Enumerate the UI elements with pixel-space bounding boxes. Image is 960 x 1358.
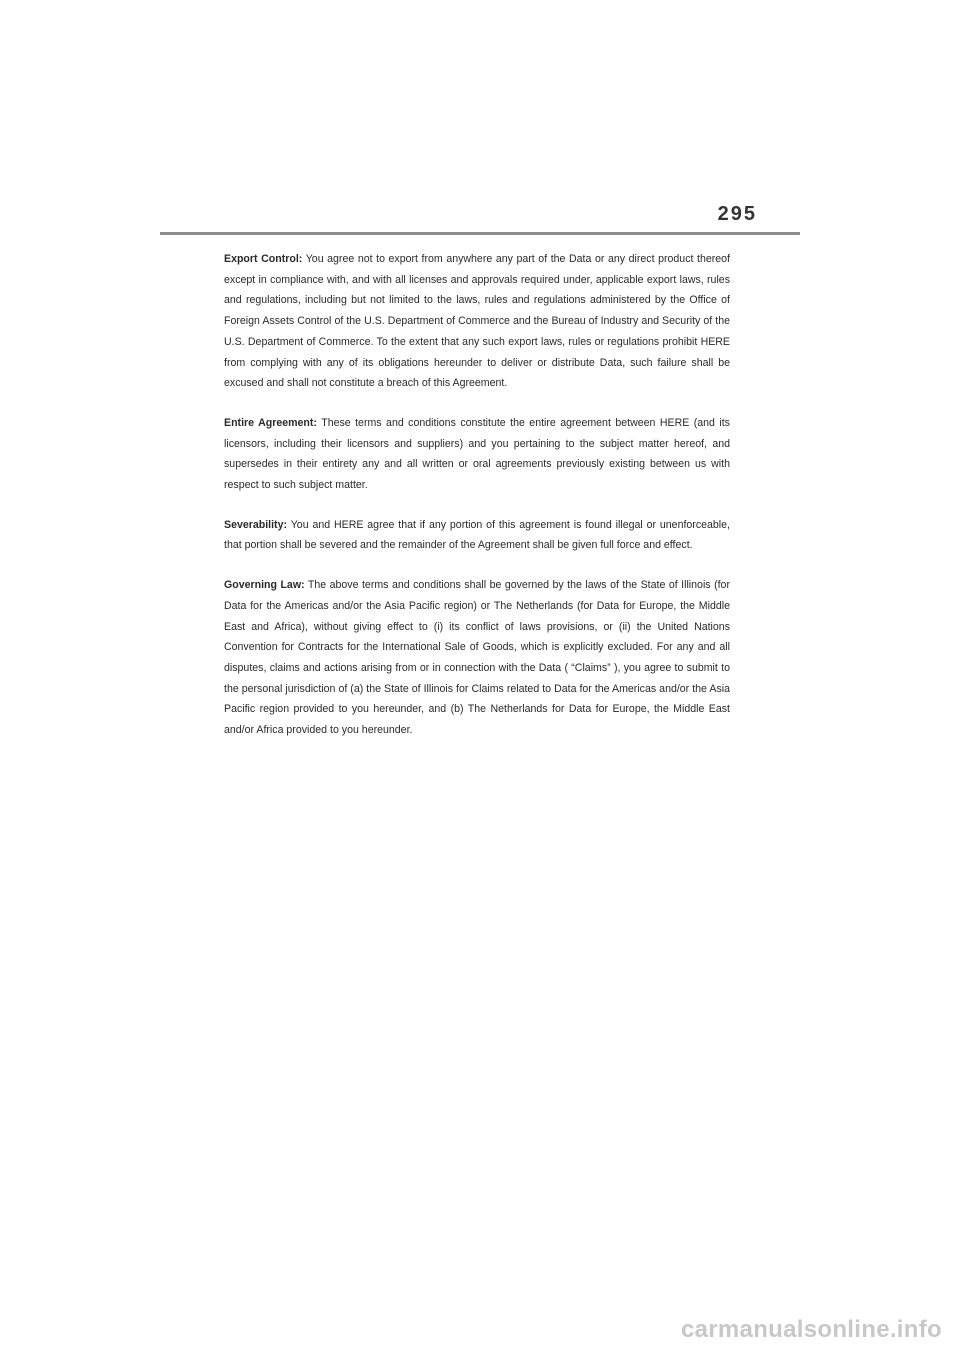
watermark: carmanualsonline.info xyxy=(680,1316,942,1343)
section-text: The above terms and conditions shall be governed by the laws of the State of Illinois (for Data for the Americas and/or the Asia Pacific region) or The Netherlands (for Data for Europe, the Middle East and Africa), without giving effect to (i) its conflict of laws provisions, or (ii) the United Nations Convention for Contracts for the International Sale of Goods, which is explicitly excluded. For any and all disputes, claims and actions arising from or in connection with the Data ( “Claims” ), you agree to submit to the personal jurisdiction of (a) the State of Illinois for Claims related to Data for the Americas and/or the Asia Pacific region provided to you hereunder, and (b) The Netherlands for Data for Europe, the Middle East and/or Africa provided to you hereunder. xyxy=(224,579,730,737)
section-entire-agreement xyxy=(224,413,730,496)
section-term: Severability: xyxy=(224,518,288,531)
section-governing-law xyxy=(224,575,730,741)
section-text: These terms and conditions constitute the entire agreement between HERE (and its licensors, including their licensors and suppliers) and you pertaining to the subject matter hereof, and supersedes in their entirety any and all written or oral agreements previously existing between us with respect to such subject matter. xyxy=(224,416,730,492)
section-term: Entire Agreement: xyxy=(224,416,317,429)
document-body xyxy=(224,249,730,760)
page-number: 295 xyxy=(717,203,757,225)
section-severability xyxy=(224,515,730,556)
section-export-control xyxy=(224,249,730,394)
section-term: Export Control: xyxy=(224,253,303,265)
section-term: Governing Law: xyxy=(224,579,305,592)
section-text: You and HERE agree that if any portion of this agreement is found illegal or unenforceable, that portion shall be severed and the remainder of the Agreement shall be given full force and effect. xyxy=(224,518,730,552)
header-divider xyxy=(160,232,800,235)
section-text: You agree not to export from anywhere any part of the Data or any direct product thereof except in compliance with, and with all licenses and approvals required under, applicable export laws, rules and regulations, including but not limited to the laws, rules and regulations administered by the Office of Foreign Assets Control of the U.S. Department of Commerce and the Bureau of Industry and Security of the U.S. Department of Commerce. To the extent that any such export laws, rules or regulations prohibit HERE from complying with any of its obligations hereunder to deliver or distribute Data, such failure shall be excused and shall not constitute a breach of this Agreement. xyxy=(224,253,730,390)
